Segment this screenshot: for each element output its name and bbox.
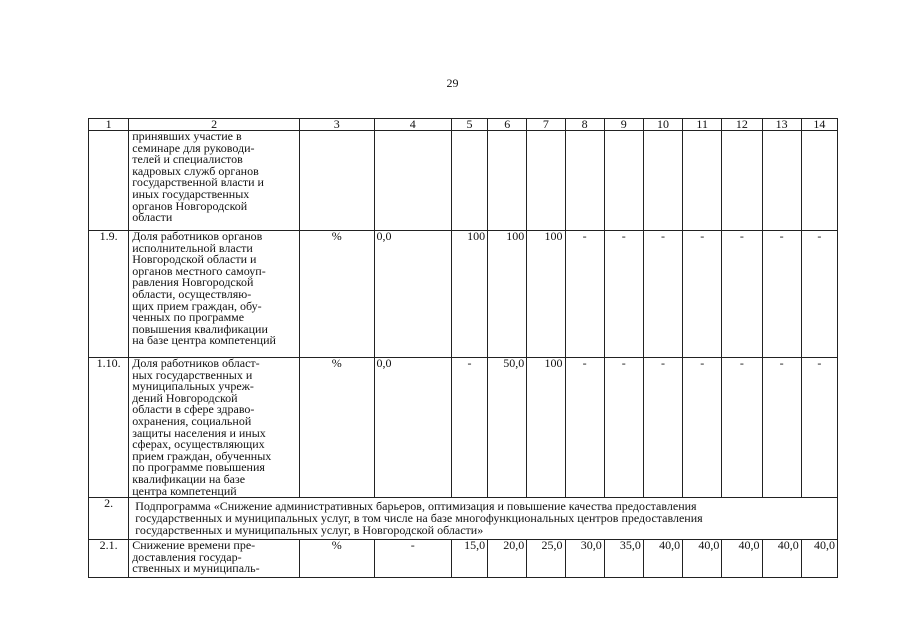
column-number: 4 (374, 119, 451, 131)
value-cell (604, 131, 643, 231)
value-cell (488, 131, 527, 231)
column-number: 12 (722, 119, 762, 131)
column-number: 11 (683, 119, 722, 131)
value-cell: 40,0 (722, 540, 762, 578)
text-line: по программе повышения (132, 460, 265, 475)
value-cell: 25,0 (527, 540, 565, 578)
value-cell: - (762, 358, 801, 498)
value-cell: 15,0 (451, 540, 487, 578)
indicators-table (88, 118, 838, 578)
value-cell (451, 131, 487, 231)
column-number: 9 (604, 119, 643, 131)
value-cell: 100 (451, 231, 487, 358)
value-cell: 40,0 (762, 540, 801, 578)
value-cell: - (604, 231, 643, 358)
unit-cell: % (300, 358, 374, 498)
table-row (89, 231, 838, 358)
text-line: телей и специалистов (132, 152, 243, 167)
text-line: государственных и муниципальных услуг, в том числе на базе многофункциональных центров предоставления (135, 511, 703, 526)
column-number: 10 (643, 119, 682, 131)
value-cell: 100 (488, 231, 527, 358)
text-line: области (132, 210, 173, 225)
base-value-cell: 0,0 (374, 358, 451, 498)
text-line: семинаре для руководи- (132, 140, 255, 155)
value-cell: 30,0 (565, 540, 604, 578)
value-cell: 40,0 (683, 540, 722, 578)
unit-cell: % (300, 540, 374, 578)
column-number: 2 (129, 119, 300, 131)
column-number: 1 (89, 119, 129, 131)
text-line: доставления государ- (132, 549, 242, 564)
section-row (89, 498, 838, 540)
section-title (129, 498, 838, 540)
value-cell: - (801, 231, 837, 358)
column-number-row (89, 119, 838, 131)
row-number: 1.10. (89, 358, 129, 498)
value-cell: 20,0 (488, 540, 527, 578)
text-line: принявших участие в (132, 130, 242, 143)
value-cell: 50,0 (488, 358, 527, 498)
column-number: 8 (565, 119, 604, 131)
text-line: Снижение времени пре- (132, 539, 256, 553)
text-line: прием граждан, обученных (132, 448, 272, 463)
column-number: 5 (451, 119, 487, 131)
column-number: 6 (488, 119, 527, 131)
text-line: органов местного самоуп- (132, 263, 266, 278)
unit-cell (300, 131, 374, 231)
text-line: защиты населения и иных (132, 425, 266, 440)
value-cell (762, 131, 801, 231)
text-line: Доля работников област- (132, 357, 260, 370)
value-cell: - (451, 358, 487, 498)
text-line: дений Новгородской (132, 390, 238, 405)
column-number: 7 (527, 119, 565, 131)
column-number: 3 (300, 119, 374, 131)
value-cell: - (565, 358, 604, 498)
text-line: государственных и муниципальных услуг, в Новгородской области» (135, 523, 484, 538)
value-cell (801, 131, 837, 231)
text-line: ченных по программе (132, 310, 245, 325)
text-line: охранения, социальной (132, 413, 252, 428)
text-line: государственной власти и (132, 175, 264, 190)
value-cell (683, 131, 722, 231)
text-line: иных государственных (132, 186, 250, 201)
text-line: области, осуществляю- (132, 286, 252, 301)
value-cell: - (643, 358, 682, 498)
base-value-cell: 0,0 (374, 231, 451, 358)
text-line: повышения квалификации (132, 321, 268, 336)
row-number: 1.9. (89, 231, 129, 358)
row-number: 2.1. (89, 540, 129, 578)
value-cell (722, 131, 762, 231)
text-line: сферах, осуществляющих (132, 437, 265, 452)
indicator-description (129, 358, 300, 498)
text-line: квалификации на базе (132, 471, 246, 486)
table-row (89, 131, 838, 231)
value-cell: - (683, 358, 722, 498)
value-cell: 40,0 (643, 540, 682, 578)
base-value-cell: - (374, 540, 451, 578)
page-number: 29 (446, 76, 459, 90)
text-line: на базе центра компетенций (132, 333, 276, 348)
text-line: ственных и муниципаль- (132, 561, 260, 576)
value-cell: - (762, 231, 801, 358)
value-cell: 100 (527, 231, 565, 358)
value-cell: - (722, 358, 762, 498)
text-line: муниципальных учреж- (132, 379, 254, 394)
text-line: Доля работников органов (132, 230, 263, 243)
value-cell: 35,0 (604, 540, 643, 578)
indicator-description (129, 540, 300, 578)
indicator-description (129, 231, 300, 358)
text-line: области в сфере здраво- (132, 402, 255, 417)
text-line: щих прием граждан, обу- (132, 298, 262, 313)
column-number: 13 (762, 119, 801, 131)
value-cell (527, 131, 565, 231)
text-line: равления Новгородской (132, 275, 254, 290)
value-cell: 40,0 (801, 540, 837, 578)
column-number: 14 (801, 119, 837, 131)
text-line: кадровых служб органов (132, 163, 259, 178)
value-cell: - (722, 231, 762, 358)
value-cell: - (604, 358, 643, 498)
text-line: ных государственных и (132, 367, 253, 382)
value-cell: 100 (527, 358, 565, 498)
text-line: органов Новгородской (132, 198, 248, 213)
text-line: Новгородской области и (132, 252, 257, 267)
unit-cell: % (300, 231, 374, 358)
row-number: 2. (89, 498, 129, 540)
value-cell: - (801, 358, 837, 498)
text-line: центра компетенций (132, 483, 237, 498)
table-row (89, 358, 838, 498)
value-cell (643, 131, 682, 231)
value-cell: - (643, 231, 682, 358)
value-cell: - (565, 231, 604, 358)
value-cell: - (683, 231, 722, 358)
text-line: Подпрограмма «Снижение административных барьеров, оптимизация и повышение качества предоставления (135, 499, 697, 514)
base-value-cell (374, 131, 451, 231)
indicator-description (129, 131, 300, 231)
text-line: исполнительной власти (132, 240, 253, 255)
row-number (89, 131, 129, 231)
value-cell (565, 131, 604, 231)
table-row (89, 540, 838, 578)
